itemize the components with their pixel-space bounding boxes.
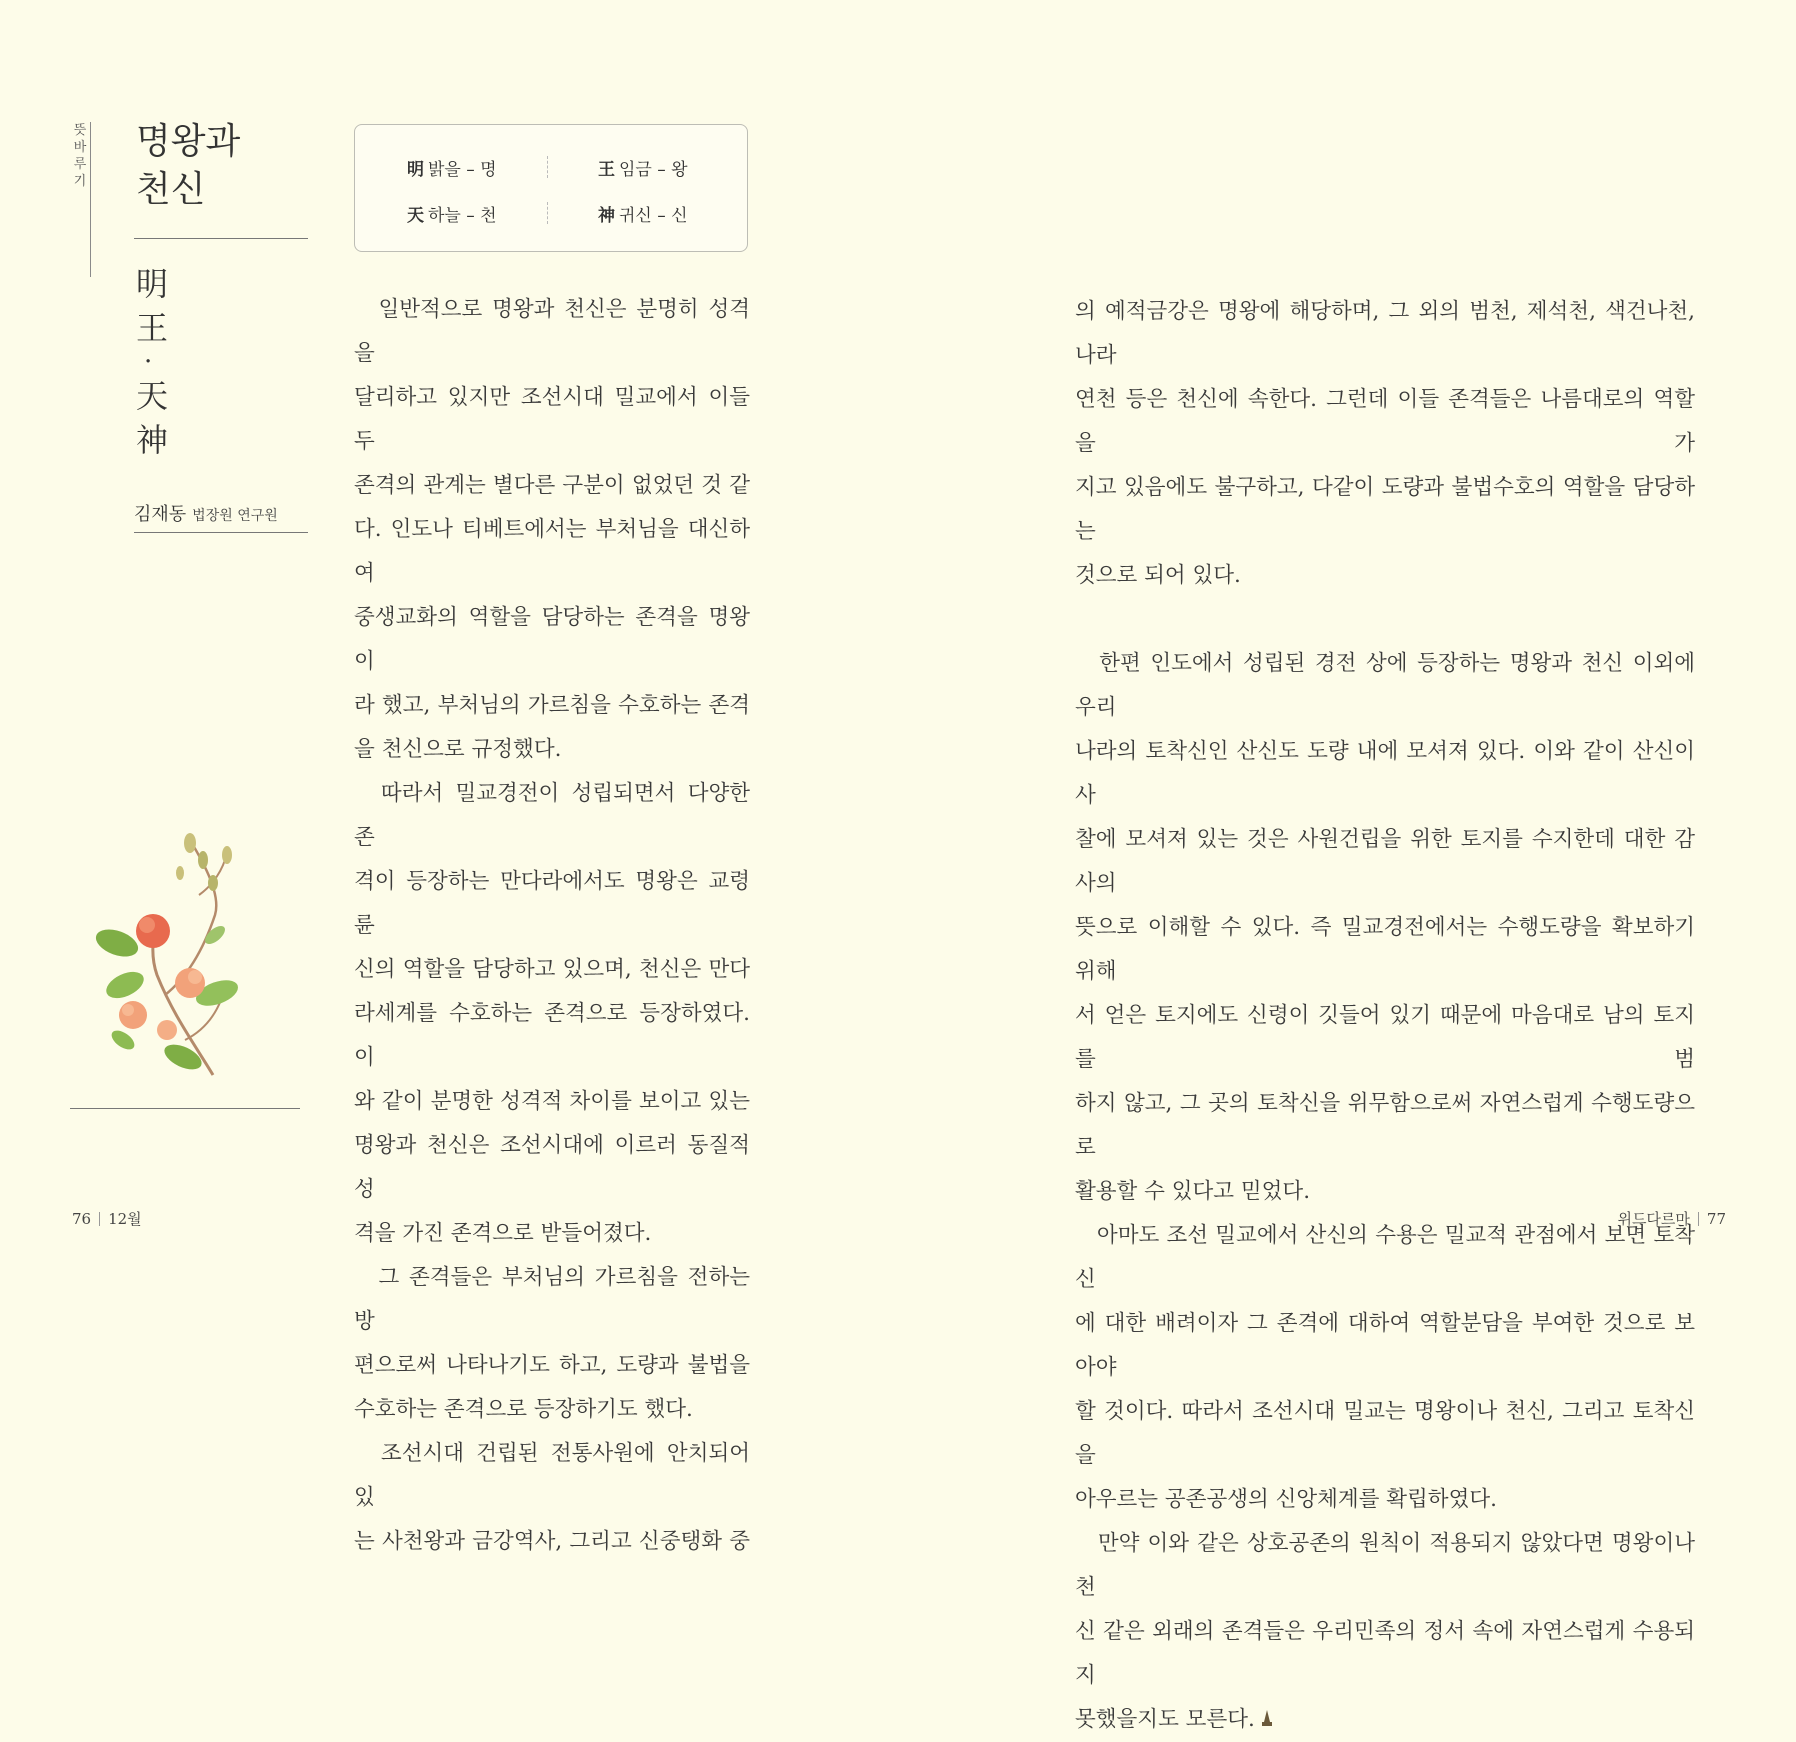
- text-line: 지고 있음에도 불구하고, 다같이 도량과 불법수호의 역할을 담당하는: [1075, 475, 1695, 544]
- text-line: 격을 가진 존격으로 받들어졌다.: [354, 1221, 652, 1246]
- section-label: 뜻바루기: [73, 123, 87, 189]
- text-line: 신 같은 외래의 존격들은 우리민족의 정서 속에 자연스럽게 수용되지: [1075, 1619, 1695, 1688]
- text-line: 라세계를 수호하는 존격으로 등장하였다. 이: [354, 1001, 750, 1070]
- text-line: 조선시대 건립된 전통사원에 안치되어 있: [354, 1441, 750, 1510]
- glossary-separator: [547, 156, 548, 178]
- page-number: 76: [72, 1210, 92, 1228]
- hanja-char: 王: [136, 309, 169, 347]
- text-line: 서 얻은 토지에도 신령이 깃들어 있기 때문에 마음대로 남의 토지를 범: [1075, 1003, 1695, 1072]
- flower-illustration: [95, 825, 245, 1090]
- text-line: 다. 인도나 티베트에서는 부처님을 대신하여: [354, 517, 750, 586]
- magazine-label: 위드다르마: [1617, 1210, 1690, 1228]
- text-line: 의 예적금강은 명왕에 해당하며, 그 외의 범천, 제석천, 색건나천, 나라: [1075, 299, 1695, 368]
- page-number: 77: [1706, 1210, 1726, 1228]
- text-line: 는 사천왕과 금강역사, 그리고 신중탱화 중: [354, 1529, 750, 1554]
- author-byline: [134, 500, 314, 526]
- glossary-item: [407, 201, 497, 226]
- text-line: 아우르는 공존공생의 신앙체계를 확립하였다.: [1075, 1487, 1497, 1512]
- body-column-left: [354, 288, 750, 1564]
- text-line: 을 천신으로 규정했다.: [354, 737, 562, 762]
- text-line: 연천 등은 천신에 속한다. 그런데 이들 존격들은 나름대로의 역할을 가: [1075, 387, 1695, 456]
- text-line: 와 같이 분명한 성격적 차이를 보이고 있는: [354, 1089, 750, 1114]
- glossary-char: 天: [407, 206, 424, 226]
- text-line: 만약 이와 같은 상호공존의 원칙이 적용되지 않았다면 명왕이나 천: [1075, 1531, 1695, 1600]
- section-divider: [90, 122, 91, 277]
- glossary-meaning: 밝을 – 명: [428, 160, 497, 180]
- illustration-rule: [70, 1108, 300, 1109]
- footer-right: [1617, 1208, 1726, 1229]
- text-line: 아마도 조선 밀교에서 산신의 수용은 밀교적 관점에서 보면 토착신: [1075, 1223, 1695, 1292]
- text-line: 달리하고 있지만 조선시대 밀교에서 이들 두: [354, 385, 750, 454]
- text-line: 격이 등장하는 만다라에서도 명왕은 교령륜: [354, 869, 750, 938]
- glossary-meaning: 임금 – 왕: [619, 160, 688, 180]
- text-line: 에 대한 배려이자 그 존격에 대하여 역할분담을 부여한 것으로 보아야: [1075, 1311, 1695, 1380]
- title-line: 명왕과: [136, 121, 241, 162]
- author-name: 김재동: [134, 504, 187, 525]
- text-line: 것으로 되어 있다.: [1075, 563, 1241, 588]
- text-line: 찰에 모셔져 있는 것은 사원건립을 위한 토지를 수지한데 대한 감사의: [1075, 827, 1695, 896]
- text-line: 신의 역할을 담당하고 있으며, 천신은 만다: [354, 957, 750, 982]
- text-line: 일반적으로 명왕과 천신은 분명히 성격을: [354, 297, 750, 366]
- issue-label: 12월: [108, 1210, 142, 1228]
- text-line: 중생교화의 역할을 담당하는 존격을 명왕이: [354, 605, 750, 674]
- hanja-char: 明: [136, 265, 169, 303]
- text-line: 한편 인도에서 성립된 경전 상에 등장하는 명왕과 천신 이외에 우리: [1075, 651, 1695, 720]
- glossary-separator: [547, 202, 548, 224]
- footer-separator: [99, 1212, 100, 1226]
- text-line: 존격의 관계는 별다른 구분이 없었던 것 같: [354, 473, 750, 498]
- text-line: 편으로써 나타나기도 하고, 도량과 불법을: [354, 1353, 750, 1378]
- text-line: 그 존격들은 부처님의 가르침을 전하는 방: [354, 1265, 750, 1334]
- title-line: 천신: [136, 169, 206, 210]
- glossary-meaning: 하늘 – 천: [428, 206, 497, 226]
- text-line: 수호하는 존격으로 등장하기도 했다.: [354, 1397, 693, 1422]
- text-line: 명왕과 천신은 조선시대에 이르러 동질적 성: [354, 1133, 750, 1202]
- hanja-title: [136, 262, 196, 462]
- hanja-separator: ·: [144, 347, 153, 377]
- hanja-char: 神: [136, 421, 169, 459]
- glossary-item: [598, 155, 688, 180]
- glossary-box: [354, 124, 748, 252]
- text-line: [1075, 598, 1695, 642]
- text-line: 하지 않고, 그 곳의 토착신을 위무함으로써 자연스럽게 수행도량으로: [1075, 1091, 1695, 1160]
- text-line: 라 했고, 부처님의 가르침을 수호하는 존격: [354, 693, 750, 718]
- text-line: 활용할 수 있다고 믿었다.: [1075, 1179, 1311, 1204]
- article-title: [136, 118, 326, 214]
- glossary-item: [598, 201, 688, 226]
- text-line: 뜻으로 이해할 수 있다. 즉 밀교경전에서는 수행도량을 확보하기 위해: [1075, 915, 1695, 984]
- glossary-meaning: 귀신 – 신: [619, 206, 688, 226]
- text-line: 나라의 토착신인 산신도 도량 내에 모셔져 있다. 이와 같이 산신이 사: [1075, 739, 1695, 808]
- author-rule: [134, 532, 308, 533]
- footer-separator: [1698, 1212, 1699, 1226]
- text-line: 못했을지도 모른다.: [1075, 1698, 1695, 1742]
- end-mark-icon: [1261, 1708, 1273, 1728]
- author-role: 법장원 연구원: [192, 508, 278, 524]
- text-line: 따라서 밀교경전이 성립되면서 다양한 존: [354, 781, 750, 850]
- text-line: 할 것이다. 따라서 조선시대 밀교는 명왕이나 천신, 그리고 토착신을: [1075, 1399, 1695, 1468]
- glossary-char: 王: [598, 160, 615, 180]
- glossary-char: 明: [407, 160, 424, 180]
- hanja-char: 天: [136, 377, 169, 415]
- glossary-item: [407, 155, 497, 180]
- glossary-char: 神: [598, 206, 615, 226]
- footer-left: [72, 1208, 142, 1229]
- body-column-right: [1075, 290, 1695, 1742]
- title-rule: [134, 238, 308, 239]
